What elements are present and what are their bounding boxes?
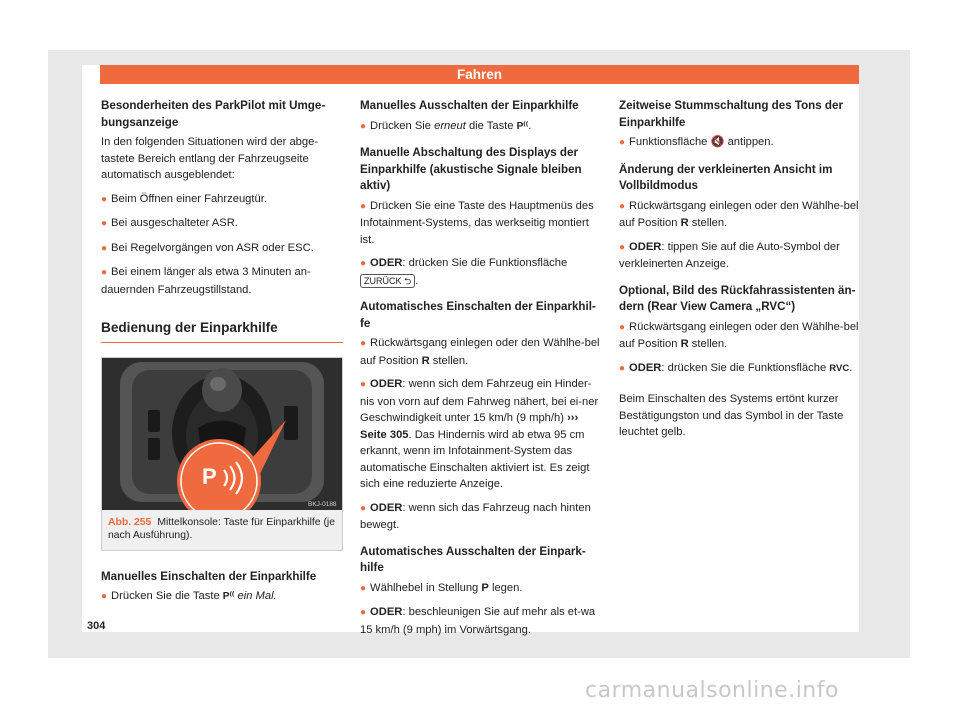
figure-number: Abb. 255: [108, 516, 152, 528]
bullet-icon: ●: [360, 607, 367, 618]
bullet-icon: ●: [619, 200, 626, 212]
site-watermark: carmanualsonline.info: [585, 678, 839, 703]
list-item: ● ODER: drücken Sie die Funktionsfläche ZURÜCK ⮌ .: [360, 257, 568, 287]
column-2: [360, 98, 603, 645]
list-item: ● Bei Regelvorgängen von ASR oder ESC.: [101, 241, 314, 254]
center-console-photo: [102, 358, 342, 510]
bullet-icon: ●: [360, 120, 367, 132]
list-item: ● Bei einem länger als etwa 3 Minuten an-dauernden Fahrzeugstillstand.: [101, 266, 311, 296]
list-item: ● Rückwärtsgang einlegen oder den Wählhe-bel auf Position R stellen.: [619, 199, 859, 229]
list-item: ● Rückwärtsgang einlegen oder den Wählhe-bel auf Position R stellen.: [619, 320, 859, 350]
heading-rvc: Optional, Bild des Rückfahrassistenten än-dern (Rear View Camera „RVC“): [619, 283, 856, 313]
bullet-icon: ●: [101, 193, 108, 205]
bullet-icon: ●: [101, 267, 108, 278]
heading-manual-on: Manuelles Einschalten der Einparkhilfe: [101, 569, 317, 583]
list-item: ● ODER: wenn sich das Fahrzeug nach hinten bewegt.: [360, 501, 591, 531]
back-key: ZURÜCK ⮌: [360, 274, 415, 288]
heading-mute: Zeitweise Stummschaltung des Tons der Einparkhilfe: [619, 99, 843, 129]
intro-text: In den folgenden Situationen wird der abge-tastete Bereich entlang der Fahrzeugseite automatisch ausgeblendet:: [101, 136, 319, 181]
list-item: ● ODER: wenn sich dem Fahrzeug ein Hinder-nis von vorn auf dem Fahrweg nähert, bei ei-ner Geschwindigkeit unter 15 km/h (9 mph/h) ››› Seite 305. Das Hindernis wird ab etwa 95 cm erkannt, wenn im Infotainment-System das automatische Einschalten aktiviert ist. Es zeigt sich eine reduzierte Anzeige.: [360, 378, 599, 490]
bullet-icon: ●: [619, 241, 626, 253]
list-item: ● ODER: beschleunigen Sie auf mehr als et-wa 15 km/h (9 mph) im Vorwärtsgang.: [360, 606, 596, 636]
heading-view-change: Änderung der verkleinerten Ansicht im Vollbildmodus: [619, 162, 833, 192]
page-number: 304: [87, 620, 106, 632]
console-illustration: [102, 358, 342, 510]
heading-display-off: Manuelle Abschaltung des Displays der Einparkhilfe (akustische Signale bleiben aktiv): [360, 146, 582, 192]
bullet-icon: ●: [360, 502, 367, 514]
bullet-icon: ●: [101, 242, 108, 254]
chapter-header: Fahren: [100, 65, 859, 84]
page-reference-link[interactable]: ››› Seite 305: [360, 412, 579, 441]
list-item: ● Beim Öffnen einer Fahrzeugtür.: [101, 192, 267, 205]
bullet-icon: ●: [360, 582, 367, 594]
bullet-icon: ●: [360, 338, 367, 349]
park-assist-key-icon: P⁽⁽: [222, 591, 235, 602]
list-item: ● ODER: tippen Sie auf die Auto-Symbol der verkleinerten Anzeige.: [619, 240, 840, 270]
list-item: ● Drücken Sie die Taste P⁽⁽ ein Mal.: [101, 590, 277, 602]
list-item: ● Bei ausgeschalteter ASR.: [101, 217, 238, 229]
section-title: Bedienung der Einparkhilfe: [101, 320, 343, 343]
bullet-icon: ●: [360, 200, 367, 212]
list-item: ● Drücken Sie eine Taste des Hauptmenüs des Infotainment-Systems, das werkseitig montiert ist.: [360, 199, 594, 246]
figure-255: [101, 357, 343, 551]
mute-icon: 🔇: [710, 136, 725, 148]
list-item: ● Rückwärtsgang einlegen oder den Wählhe-bel auf Position R stellen.: [360, 337, 600, 367]
bullet-icon: ●: [619, 362, 626, 374]
bullet-icon: ●: [101, 591, 108, 602]
bullet-icon: ●: [619, 137, 626, 148]
heading-parkpilot: Besonderheiten des ParkPilot mit Umge-bungsanzeige: [101, 99, 326, 129]
park-assist-key-icon: P⁽⁽: [516, 120, 529, 132]
svg-text:P: P: [202, 463, 217, 489]
heading-auto-on: Automatisches Einschalten der Einparkhil-fe: [360, 300, 596, 330]
bullet-icon: ●: [360, 258, 367, 269]
list-item: ● Drücken Sie erneut die Taste P⁽⁽.: [360, 119, 532, 132]
closing-paragraph: Beim Einschalten des Systems ertönt kurzer Bestätigungston und das Symbol in der Taste leuchtet gelb.: [619, 393, 844, 438]
list-item: ● Wählhebel in Stellung P legen.: [360, 581, 523, 594]
svg-text:BKJ-0188: BKJ-0188: [308, 500, 337, 508]
list-item: ● Funktionsfläche 🔇 antippen.: [619, 136, 774, 148]
column-3: [619, 98, 862, 448]
bullet-icon: ●: [360, 379, 367, 390]
column-1: [101, 98, 343, 613]
bullet-icon: ●: [101, 218, 108, 229]
heading-auto-off: Automatisches Ausschalten der Einpark-hilfe: [360, 544, 586, 574]
heading-manual-off: Manuelles Ausschalten der Einparkhilfe: [360, 99, 579, 112]
bullet-icon: ●: [619, 321, 626, 333]
figure-caption: Abb. 255 Mittelkonsole: Taste für Einparkhilfe (je nach Ausführung).: [108, 516, 335, 541]
list-item: ● ODER: drücken Sie die Funktionsfläche RVC.: [619, 361, 853, 374]
rvc-button-label: RVC: [829, 362, 850, 374]
